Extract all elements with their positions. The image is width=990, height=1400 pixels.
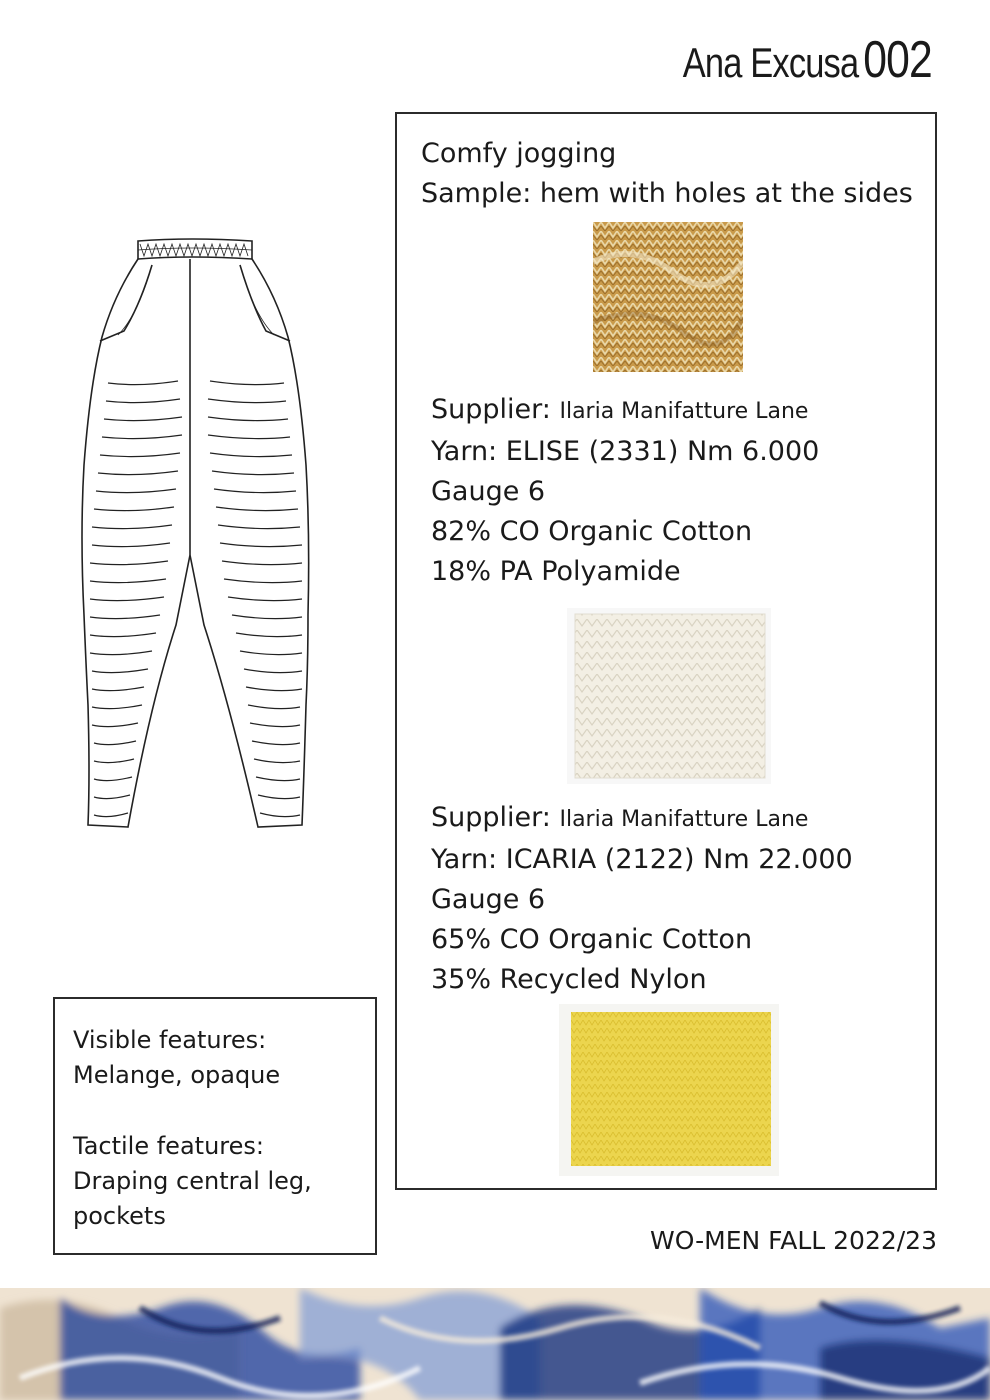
supplier-name: Ilaria Manifatture Lane xyxy=(559,807,809,832)
yarn-spec-1 xyxy=(431,390,819,592)
composition-line: 82% CO Organic Cotton xyxy=(431,516,753,547)
style-number: 002 xyxy=(863,31,932,89)
supplier-label: Supplier: xyxy=(431,802,551,833)
visible-features-label: Visible features: xyxy=(73,1026,267,1054)
marbled-banner-image xyxy=(0,1288,990,1400)
visible-features-value: Melange, opaque xyxy=(73,1061,281,1089)
tactile-features-line-1: Draping central leg, xyxy=(73,1167,312,1195)
gauge: Gauge 6 xyxy=(431,884,546,915)
composition-line: 18% PA Polyamide xyxy=(431,556,681,587)
yellow-knit-swatch xyxy=(559,1004,779,1176)
tactile-features-label: Tactile features: xyxy=(73,1132,264,1160)
page-title xyxy=(683,30,932,90)
gold-knit-swatch xyxy=(593,222,743,372)
composition-line: 65% CO Organic Cotton xyxy=(431,924,753,955)
spec-box xyxy=(395,112,937,1190)
white-knit-swatch xyxy=(567,608,771,784)
tactile-features-line-2: pockets xyxy=(73,1202,166,1230)
description-line-2: Sample: hem with holes at the sides xyxy=(421,178,913,209)
description-line-1: Comfy jogging xyxy=(421,138,617,169)
gauge: Gauge 6 xyxy=(431,476,546,507)
yarn-name: Yarn: ICARIA (2122) Nm 22.000 xyxy=(431,844,853,875)
features-box xyxy=(53,997,377,1255)
yarn-spec-2 xyxy=(431,798,853,1000)
brand-name: Ana Excusa xyxy=(682,39,859,86)
yarn-name: Yarn: ELISE (2331) Nm 6.000 xyxy=(431,436,820,467)
supplier-name: Ilaria Manifatture Lane xyxy=(559,399,809,424)
composition-line: 35% Recycled Nylon xyxy=(431,964,707,995)
garment-description xyxy=(421,134,913,214)
supplier-label: Supplier: xyxy=(431,394,551,425)
trousers-sketch-illustration xyxy=(80,235,312,835)
season-label: WO-MEN FALL 2022/23 xyxy=(650,1226,937,1255)
